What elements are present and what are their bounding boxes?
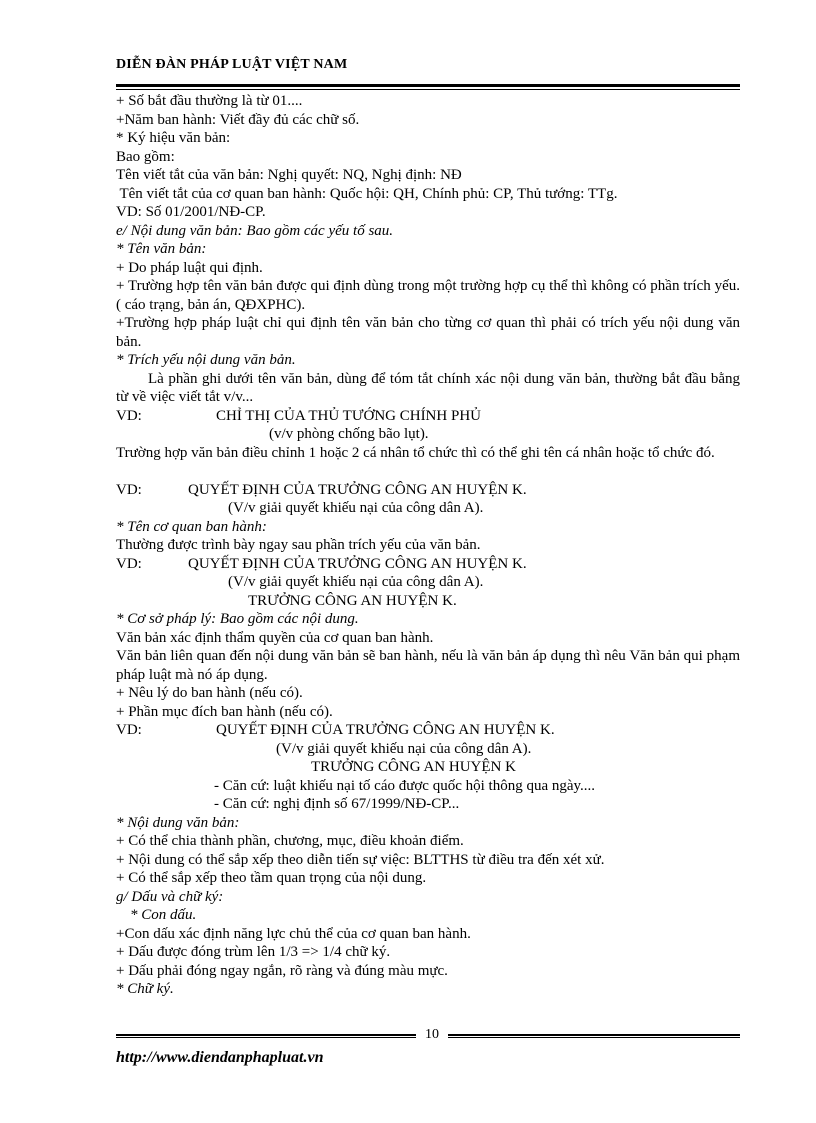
subsection-heading: * Cơ sở pháp lý: Bao gồm các nội dung. bbox=[116, 611, 359, 627]
document-body bbox=[116, 92, 740, 999]
section-heading: g/ Dấu và chữ ký: bbox=[116, 888, 224, 905]
example-title: QUYẾT ĐỊNH CỦA TRƯỞNG CÔNG AN HUYỆN K. bbox=[216, 722, 555, 738]
example-label: VD: bbox=[116, 722, 142, 738]
example-org: TRƯỞNG CÔNG AN HUYỆN K. bbox=[248, 592, 457, 609]
example-label: VD: bbox=[116, 481, 142, 498]
subsection-heading: * Con dấu. bbox=[130, 907, 197, 923]
example-row bbox=[116, 481, 740, 500]
example-org: TRƯỞNG CÔNG AN HUYỆN K bbox=[311, 759, 516, 775]
page-header-title: DIỄN ĐÀN PHÁP LUẬT VIỆT NAM bbox=[116, 57, 348, 72]
header-rule-thick bbox=[116, 84, 740, 87]
example-label: VD: bbox=[116, 407, 142, 424]
text-paragraph: +Trường hợp pháp luật chỉ qui định tên văn bản cho từng cơ quan thì phải có trích yếu nội dung văn bản. bbox=[116, 315, 740, 350]
text-line: Tên viết tắt của văn bản: Nghị quyết: NQ, Nghị định: NĐ bbox=[116, 167, 462, 183]
footer-url[interactable]: http://www.diendanphapluat.vn bbox=[116, 1049, 324, 1066]
text-line: + Số bắt đầu thường là từ 01.... bbox=[116, 93, 303, 109]
example-row bbox=[116, 407, 740, 426]
text-line: + Do pháp luật qui định. bbox=[116, 259, 263, 276]
example-title: QUYẾT ĐỊNH CỦA TRƯỞNG CÔNG AN HUYỆN K. bbox=[188, 481, 527, 498]
example-citation: - Căn cứ: luật khiếu nại tố cáo được quốc hội thông qua ngày.... bbox=[214, 777, 596, 794]
text-line: + Dấu phải đóng ngay ngắn, rõ ràng và đúng màu mực. bbox=[116, 962, 448, 979]
text-line: + Có thể chia thành phần, chương, mục, điều khoản điểm. bbox=[116, 833, 464, 849]
example-row bbox=[116, 555, 740, 574]
example-citation: - Căn cứ: nghị định số 67/1999/NĐ-CP... bbox=[214, 796, 460, 812]
text-line: +Con dấu xác định năng lực chủ thể của cơ quan ban hành. bbox=[116, 925, 471, 942]
subsection-heading: * Nội dung văn bản: bbox=[116, 814, 240, 831]
header-rule-thin bbox=[116, 89, 740, 90]
footer-rule-left bbox=[116, 1034, 416, 1038]
example-subtitle: (V/v giải quyết khiếu nại của công dân A). bbox=[276, 740, 532, 757]
text-line: Tên viết tắt của cơ quan ban hành: Quốc hội: QH, Chính phủ: CP, Thủ tướng: TTg. bbox=[116, 185, 618, 202]
text-paragraph: Là phần ghi dưới tên văn bản, dùng để tóm tắt chính xác nội dung văn bản, thường bắt đầu bằng từ về việc viết tắt v/v... bbox=[116, 370, 740, 405]
text-line: * Ký hiệu văn bản: bbox=[116, 130, 231, 146]
subsection-heading: * Tên văn bản: bbox=[116, 241, 207, 257]
footer-rule-right bbox=[448, 1034, 740, 1038]
example-title: CHỈ THỊ CỦA THỦ TƯỚNG CHÍNH PHỦ bbox=[216, 407, 481, 424]
example-subtitle: (v/v phòng chống bão lụt). bbox=[269, 426, 429, 442]
text-line: + Có thể sắp xếp theo tầm quan trọng của nội dung. bbox=[116, 870, 427, 886]
subsection-heading: * Trích yếu nội dung văn bản. bbox=[116, 352, 296, 368]
text-line: + Dấu được đóng trùm lên 1/3 => 1/4 chữ ký. bbox=[116, 944, 391, 960]
text-line: Thường được trình bày ngay sau phần trích yếu của văn bản. bbox=[116, 537, 481, 553]
subsection-heading: * Chữ ký. bbox=[116, 981, 174, 997]
text-line: Văn bản xác định thẩm quyền của cơ quan ban hành. bbox=[116, 629, 434, 646]
text-paragraph: Văn bản liên quan đến nội dung văn bản sẽ ban hành, nếu là văn bản áp dụng thì nêu Văn bản qui phạm pháp luật mà nó áp dụng. bbox=[116, 648, 740, 683]
text-paragraph: + Trường hợp tên văn bản được qui định dùng trong một trường hợp cụ thể thì không có phần trích yếu.( cáo trạng, bản án, QĐXPHC). bbox=[116, 278, 740, 313]
example-label: VD: bbox=[116, 555, 142, 572]
text-line: + Nêu lý do ban hành (nếu có). bbox=[116, 685, 303, 701]
example-title: QUYẾT ĐỊNH CỦA TRƯỞNG CÔNG AN HUYỆN K. bbox=[188, 555, 527, 572]
subsection-heading: * Tên cơ quan ban hành: bbox=[116, 518, 267, 535]
example-subtitle: (V/v giải quyết khiếu nại của công dân A). bbox=[228, 574, 484, 590]
text-line: Bao gồm: bbox=[116, 148, 175, 165]
page-number: 10 bbox=[425, 1027, 439, 1042]
example-row bbox=[116, 721, 740, 740]
text-line: +Năm ban hành: Viết đầy đủ các chữ số. bbox=[116, 111, 360, 128]
section-heading: e/ Nội dung văn bản: Bao gồm các yếu tố sau. bbox=[116, 222, 394, 239]
text-paragraph: Trường hợp văn bản điều chỉnh 1 hoặc 2 cá nhân tổ chức thì có thể ghi tên cá nhân hoặc tổ chức đó. bbox=[116, 444, 715, 461]
example-subtitle: (V/v giải quyết khiếu nại của công dân A). bbox=[228, 500, 484, 516]
text-line: + Nội dung có thể sắp xếp theo diễn tiến sự việc: BLTTHS từ điều tra đến xét xử. bbox=[116, 851, 605, 868]
text-line: VD: Số 01/2001/NĐ-CP. bbox=[116, 204, 266, 220]
text-line: + Phần mục đích ban hành (nếu có). bbox=[116, 703, 333, 720]
